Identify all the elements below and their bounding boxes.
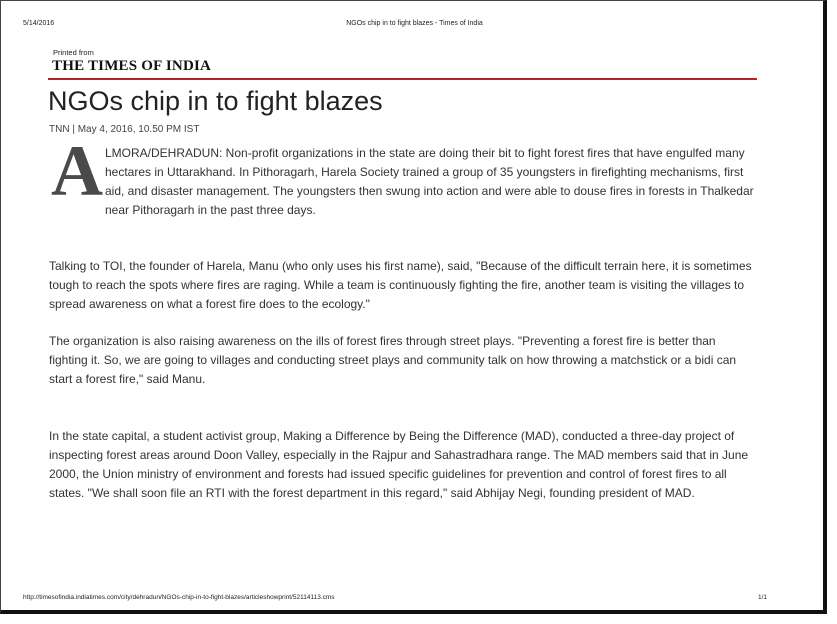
print-date: 5/14/2016 (23, 20, 55, 27)
print-footer-url: http://timesofindia.indiatimes.com/city/dehradun/NGOs-chip-in-to-fight-blazes/articleshowprint/52114113.cms (23, 594, 335, 601)
article-paragraph: The organization is also raising awareness on the ills of forest fires through street plays. "Preventing a forest fire is better than fighting it. So, we are going to villages and conducting street plays and community talk on how throwing a matchstick or a bidi can start a forest fire," said Manu. (49, 334, 737, 386)
article-paragraph: In the state capital, a student activist group, Making a Difference by Being the Difference (MAD), conducted a three-day project of inspecting forest areas around Doon Valley, especially in the Rajpur and Sahastradhara range. The MAD members said that in June 2000, the Union ministry of environment and forests had issued specific guidelines for prevention and control of forest fires to all states. "We shall soon file an RTI with the forest department in this regard," said Abhijay Negi, founding president of MAD. (49, 429, 749, 500)
masthead-rule (48, 78, 757, 80)
article-lead-paragraph: LMORA/DEHRADUN: Non-profit organizations in the state are doing their bit to fight forest fires that have engulfed many hectares in Uttarakhand. In Pithoragarh, Harela Society trained a group of 35 youngsters in firefighting mechanisms, first aid, and disaster management. The youngsters then swung into action and were able to douse fires in forests in Thalkedar near Pithoragarh in the past three days. (105, 146, 754, 217)
article-paragraph: Talking to TOI, the founder of Harela, Manu (who only uses his first name), said, "Because of the difficult terrain here, it is sometimes tough to reach the spots where fires are raging. While a team is continuously fighting the fire, another team is visiting the villages to spread awareness on what a forest fire does to the ecology." (49, 259, 752, 311)
print-page-number: 1/1 (758, 594, 768, 601)
article-headline: NGOs chip in to fight blazes (48, 86, 383, 116)
drop-cap: A (51, 131, 103, 211)
print-page-title: NGOs chip in to fight blazes - Times of India (346, 20, 483, 27)
brand-logo: THE TIMES OF INDIA (52, 58, 212, 74)
printed-from-label: Printed from (53, 48, 94, 57)
article-byline: TNN | May 4, 2016, 10.50 PM IST (49, 124, 200, 135)
